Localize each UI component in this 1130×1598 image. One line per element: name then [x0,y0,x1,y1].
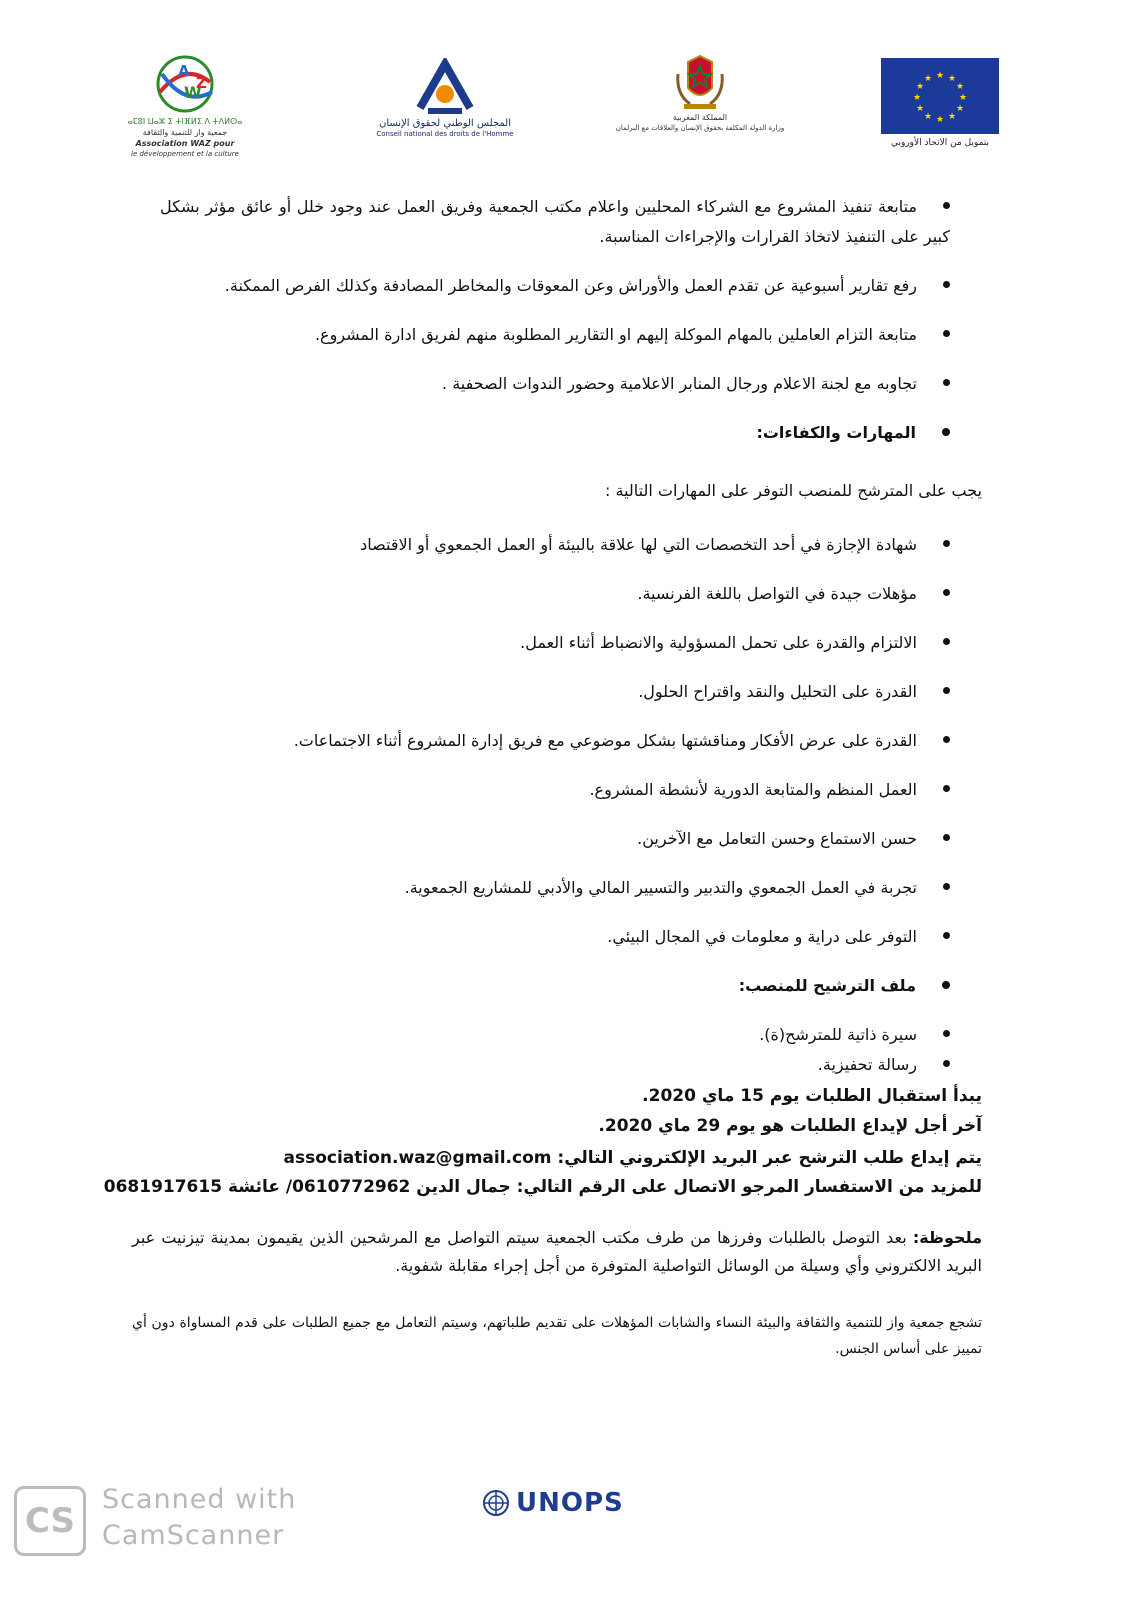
skill-text: القدرة على التحليل والنقد واقتراح الحلول. [638,682,917,701]
skill-text: مؤهلات جيدة في التواصل باللغة الفرنسية. [637,584,917,603]
skill-text: الالتزام والقدرة على تحمل المسؤولية والانضباط أثناء العمل. [520,633,917,652]
eu-caption: بتمويل من الاتحاد الأوروبي [890,138,990,148]
file-heading-text: ملف الترشيح للمنصب: [738,976,916,995]
svg-text:★: ★ [915,104,925,114]
deadline: آخر أجل لإيداع الطلبات هو يوم 29 ماي 2020. [598,1116,982,1136]
note-paragraph [132,1224,982,1280]
task-item [315,320,950,350]
bullet-icon [943,1030,950,1037]
file-item-text: رسالة تحفيزية. [817,1055,917,1074]
bullet-icon [943,736,950,743]
file-item [818,1050,950,1080]
bullet-icon [943,638,950,645]
svg-text:★: ★ [955,82,965,92]
skill-text: تجربة في العمل الجمعوي والتدبير والتسيير المالي والأدبي للمشاريع الجمعوية. [404,878,917,897]
bullet-icon [943,785,950,792]
skills-intro: يجب على المترشح للمنصب التوفر على المهارات التالية : [605,481,982,500]
task-text: رفع تقارير أسبوعية عن تقدم العمل والأوراش وعن المعوقات والمخاطر المصادفة وكذلك الفرص الممكنة. [224,276,917,295]
svg-text:★: ★ [958,93,968,103]
svg-text:★: ★ [923,112,933,122]
svg-text:★: ★ [947,74,957,84]
svg-text:★: ★ [935,115,945,125]
skills-heading-text: المهارات والكفاءات: [756,423,916,442]
svg-text:A: A [178,62,190,80]
file-item-text: سيرة ذاتية للمترشح(ة). [759,1025,917,1044]
bullet-icon [943,330,950,337]
task-item [160,192,950,252]
skill-text: شهادة الإجازة في أحد التخصصات التي لها علاقة بالبيئة أو العمل الجمعوي أو الاقتصاد [360,535,917,554]
svg-text:W: W [184,83,202,102]
skill-item [607,922,950,952]
waz-caption-arabic: جمعية واز للتنمية والثقافة [142,128,228,137]
svg-text:★: ★ [955,104,965,114]
bullet-icon [943,883,950,890]
skills-heading [756,418,950,448]
bullet-icon [943,589,950,596]
svg-text:★: ★ [912,93,922,103]
bullet-icon [942,428,950,436]
svg-text:Z: Z [196,74,207,92]
bullet-icon [943,379,950,386]
camscanner-logo-icon: CS [14,1486,86,1556]
camscanner-line-1: Scanned with [102,1484,297,1515]
gov-caption-1: المملكة المغربية [672,113,728,122]
skill-item [637,824,950,854]
task-item [442,369,950,399]
task-text: تجاوبه مع لجنة الاعلام ورجال المنابر الاعلامية وحضور الندوات الصحفية . [442,374,917,393]
camscanner-line-2: CamScanner [102,1520,285,1551]
cndh-caption-arabic: المجلس الوطني لحقوق الإنسان [378,118,512,129]
skill-text: حسن الاستماع وحسن التعامل مع الآخرين. [637,829,917,848]
task-text: متابعة التزام العاملين بالمهام الموكلة إليهم او التقارير المطلوبة منهم لفريق ادارة المشروع. [314,325,917,344]
skill-item [360,530,950,560]
svg-text:★: ★ [915,82,925,92]
closing-paragraph: تشجع جمعية واز للتنمية والثقافة والبيئة النساء والشابات المؤهلات على تقديم طلباتهم، وسيتم التعامل مع جميع الطلبات على قدم المساواة دون أي تمييز على أساس الجنس. [132,1315,982,1357]
un-globe-icon [482,1489,510,1517]
skill-text: القدرة على عرض الأفكار ومناقشتها بشكل موضوعي مع فريق إدارة المشروع أثناء الاجتماعات. [293,731,917,750]
bullet-icon [943,1060,950,1067]
skill-item [589,775,950,805]
gov-caption-2: وزارة الدولة المكلفة بحقوق الإنسان والعلاقات مع البرلمان [615,124,785,132]
waz-caption-fr-2: le développement et la culture [131,150,239,158]
skill-text: العمل المنظم والمتابعة الدورية لأنشطة المشروع. [589,780,917,799]
bullet-icon [943,202,950,209]
email-line[interactable]: يتم إيداع طلب الترشح عبر البريد الإلكتروني التالي: association.waz@gmail.com [283,1148,982,1168]
note-label: ملحوظة: [912,1228,982,1247]
file-item [759,1020,950,1050]
skill-text: التوفر على دراية و معلومات في المجال البيئي. [607,927,917,946]
bullet-icon [943,834,950,841]
file-heading [739,971,950,1001]
camscanner-watermark [14,1480,314,1570]
skill-item [520,628,950,658]
camscanner-text [102,1482,296,1554]
task-item [225,271,950,301]
skill-item [405,873,950,903]
unops-text: UNOPS [516,1488,624,1518]
note-text: بعد التوصل بالطلبات وفرزها من طرف مكتب الجمعية سيتم التواصل مع المرشحين الذين يقيمون بمدينة تيزنيت عبر البريد الالكتروني وأي وسيلة من الوسائل التواصلية المتوفرة من أجل إجراء مقابلة شفوية. [132,1228,982,1275]
svg-text:★: ★ [935,71,945,81]
contact-line: للمزيد من الاستفسار المرجو الاتصال على الرقم التالي: جمال الدين 0610772962/ عائشة 0681917615 [103,1177,982,1197]
start-date: يبدأ استقبال الطلبات يوم 15 ماي 2020. [642,1086,982,1106]
svg-text:★: ★ [923,74,933,84]
unops-logo [482,1488,624,1518]
bullet-icon [942,981,950,989]
skill-item [294,726,950,756]
waz-caption-fr-1: Association WAZ pour [135,139,235,148]
bullet-icon [943,281,950,288]
bullet-icon [943,687,950,694]
bullet-icon [943,932,950,939]
cndh-caption-fr: Conseil national des droits de l'Homme [376,130,514,138]
task-text: متابعة تنفيذ المشروع مع الشركاء المحليين واعلام مكتب الجمعية وفريق العمل عند وجود خلل أو عائق مؤثر بشكل كبير على التنفيذ لاتخاذ القرارات والإجراءات المناسبة. [160,197,950,246]
svg-text:★: ★ [947,112,957,122]
skill-item [637,579,950,609]
skill-item [638,677,950,707]
waz-caption-tifinagh: ⴰⵎⵓⵏ ⵡⴰⵣ ⵉ ⵜⵏⴼⵍⵉ ⴷ ⵜⴷⵍⵙⴰ [127,117,243,126]
bullet-icon [943,540,950,547]
